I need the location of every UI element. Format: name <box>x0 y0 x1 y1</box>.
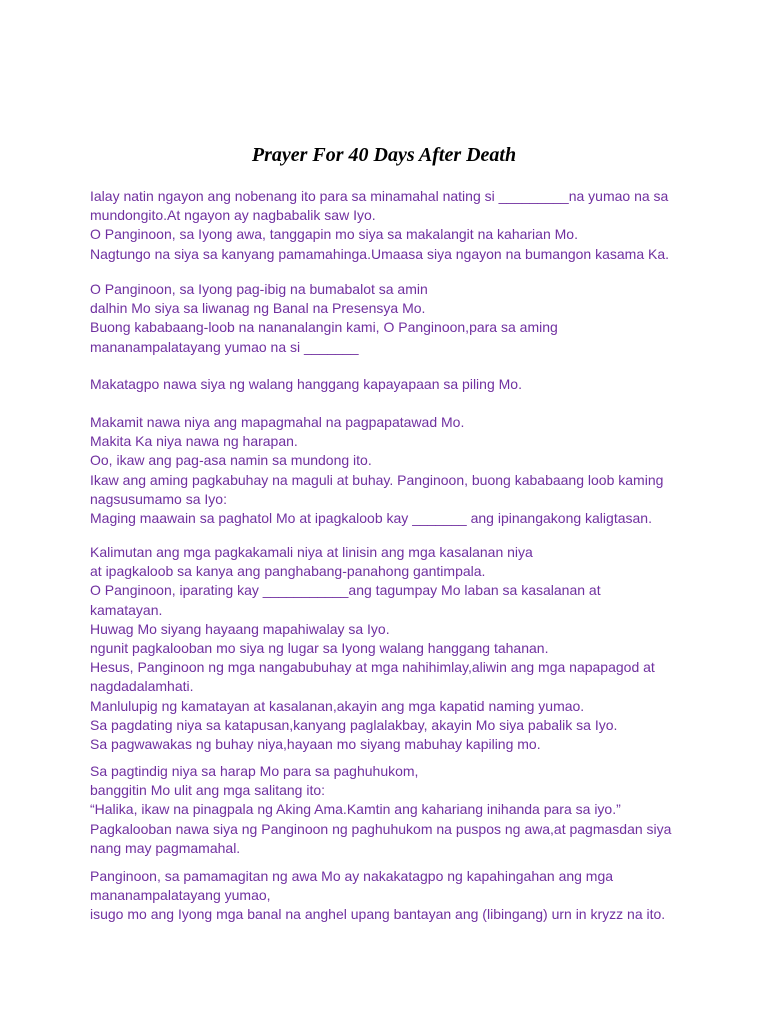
prayer-line: Sa pagdating niya sa katapusan,kanyang paglalakbay, akayin Mo siya pabalik sa Iyo. <box>90 716 618 733</box>
prayer-line: mananampalatayang yumao na si _______ <box>90 338 359 355</box>
prayer-line: ngunit pagkalooban mo siya ng lugar sa Iyong walang hanggang tahanan. <box>90 639 549 656</box>
prayer-line: kamatayan. <box>90 601 163 618</box>
page-title: Prayer For 40 Days After Death <box>251 144 517 166</box>
prayer-line: nagdadalamhati. <box>90 678 194 695</box>
prayer-line: “Halika, ikaw na pinagpala ng Aking Ama.Kamtin ang kahariang inihanda para sa iyo.” <box>90 801 621 818</box>
prayer-line: O Panginoon, iparating kay ___________ang tagumpay Mo laban sa kasalanan at <box>90 582 601 599</box>
prayer-line: mundongito.At ngayon ay nagbabalik saw Iyo. <box>90 207 376 224</box>
prayer-line: dalhin Mo siya sa liwanag ng Banal na Presensya Mo. <box>90 300 426 317</box>
prayer-line: Kalimutan ang mga pagkakamali niya at linisin ang mga kasalanan niya <box>90 544 533 560</box>
prayer-line: Sa pagwawakas ng buhay niya,hayaan mo siyang mabuhay kapiling mo. <box>90 735 541 752</box>
prayer-line: Oo, ikaw ang pag-asa namin sa mundong ito. <box>90 452 372 469</box>
prayer-line: Maging maawain sa paghatol Mo at ipagkaloob kay _______ ang ipinangakong kaligtasan. <box>90 509 652 526</box>
prayer-line: Nagtungo na siya sa kanyang pamamahinga.Umaasa siya ngayon na bumangon kasama Ka. <box>90 245 670 262</box>
prayer-line: O Panginoon, sa Iyong awa, tanggapin mo siya sa makalangit na kaharian Mo. <box>90 226 578 243</box>
prayer-line: Makatagpo nawa siya ng walang hanggang kapayapaan sa piling Mo. <box>90 376 522 392</box>
prayer-line: O Panginoon, sa Iyong pag-ibig na bumabalot sa amin <box>90 281 428 297</box>
prayer-paragraph-3 <box>90 375 730 394</box>
prayer-line: Huwag Mo siyang hayaang mapahiwalay sa Iyo. <box>90 620 390 637</box>
prayer-line: isugo mo ang Iyong mga banal na anghel upang bantayan ang (libingang) urn in kryzz na ito. <box>90 906 666 923</box>
prayer-line: Manlulupig ng kamatayan at kasalanan,akayin ang mga kapatid naming yumao. <box>90 697 585 714</box>
prayer-paragraph-7 <box>90 867 730 925</box>
prayer-line: Hesus, Panginoon ng mga nangabubuhay at mga nahihimlay,aliwin ang mga napapagod at <box>90 659 655 676</box>
prayer-line: Makamit nawa niya ang mapagmahal na pagpapatawad Mo. <box>90 414 465 430</box>
prayer-line: banggitin Mo ulit ang mga salitang ito: <box>90 782 326 799</box>
prayer-line: nagsusumamo sa Iyo: <box>90 490 227 507</box>
prayer-line: Ikaw ang aming pagkabuhay na maguli at buhay. Panginoon, buong kababaang loob kaming <box>90 471 664 488</box>
prayer-paragraph-5 <box>90 543 730 754</box>
prayer-line: Buong kababaang-loob na nananalangin kami, O Panginoon,para sa aming <box>90 319 558 336</box>
prayer-line: at ipagkaloob sa kanya ang panghabang-panahong gantimpala. <box>90 563 486 580</box>
prayer-paragraph-2 <box>90 280 730 357</box>
prayer-paragraph-4 <box>90 413 730 528</box>
prayer-paragraph-1 <box>90 187 730 264</box>
prayer-line: nang may pagmamahal. <box>90 839 241 856</box>
prayer-line: Makita Ka niya nawa ng harapan. <box>90 433 298 450</box>
prayer-line: Sa pagtindig niya sa harap Mo para sa paghuhukom, <box>90 763 419 779</box>
prayer-line: mananampalatayang yumao, <box>90 887 271 904</box>
prayer-paragraph-6 <box>90 762 730 858</box>
prayer-line: Ialay natin ngayon ang nobenang ito para sa minamahal nating si _________na yumao na sa <box>90 188 669 204</box>
prayer-line: Pagkalooban nawa siya ng Panginoon ng paghuhukom na puspos ng awa,at pagmasdan siya <box>90 820 672 837</box>
prayer-line: Panginoon, sa pamamagitan ng awa Mo ay nakakatagpo ng kapahingahan ang mga <box>90 868 614 884</box>
